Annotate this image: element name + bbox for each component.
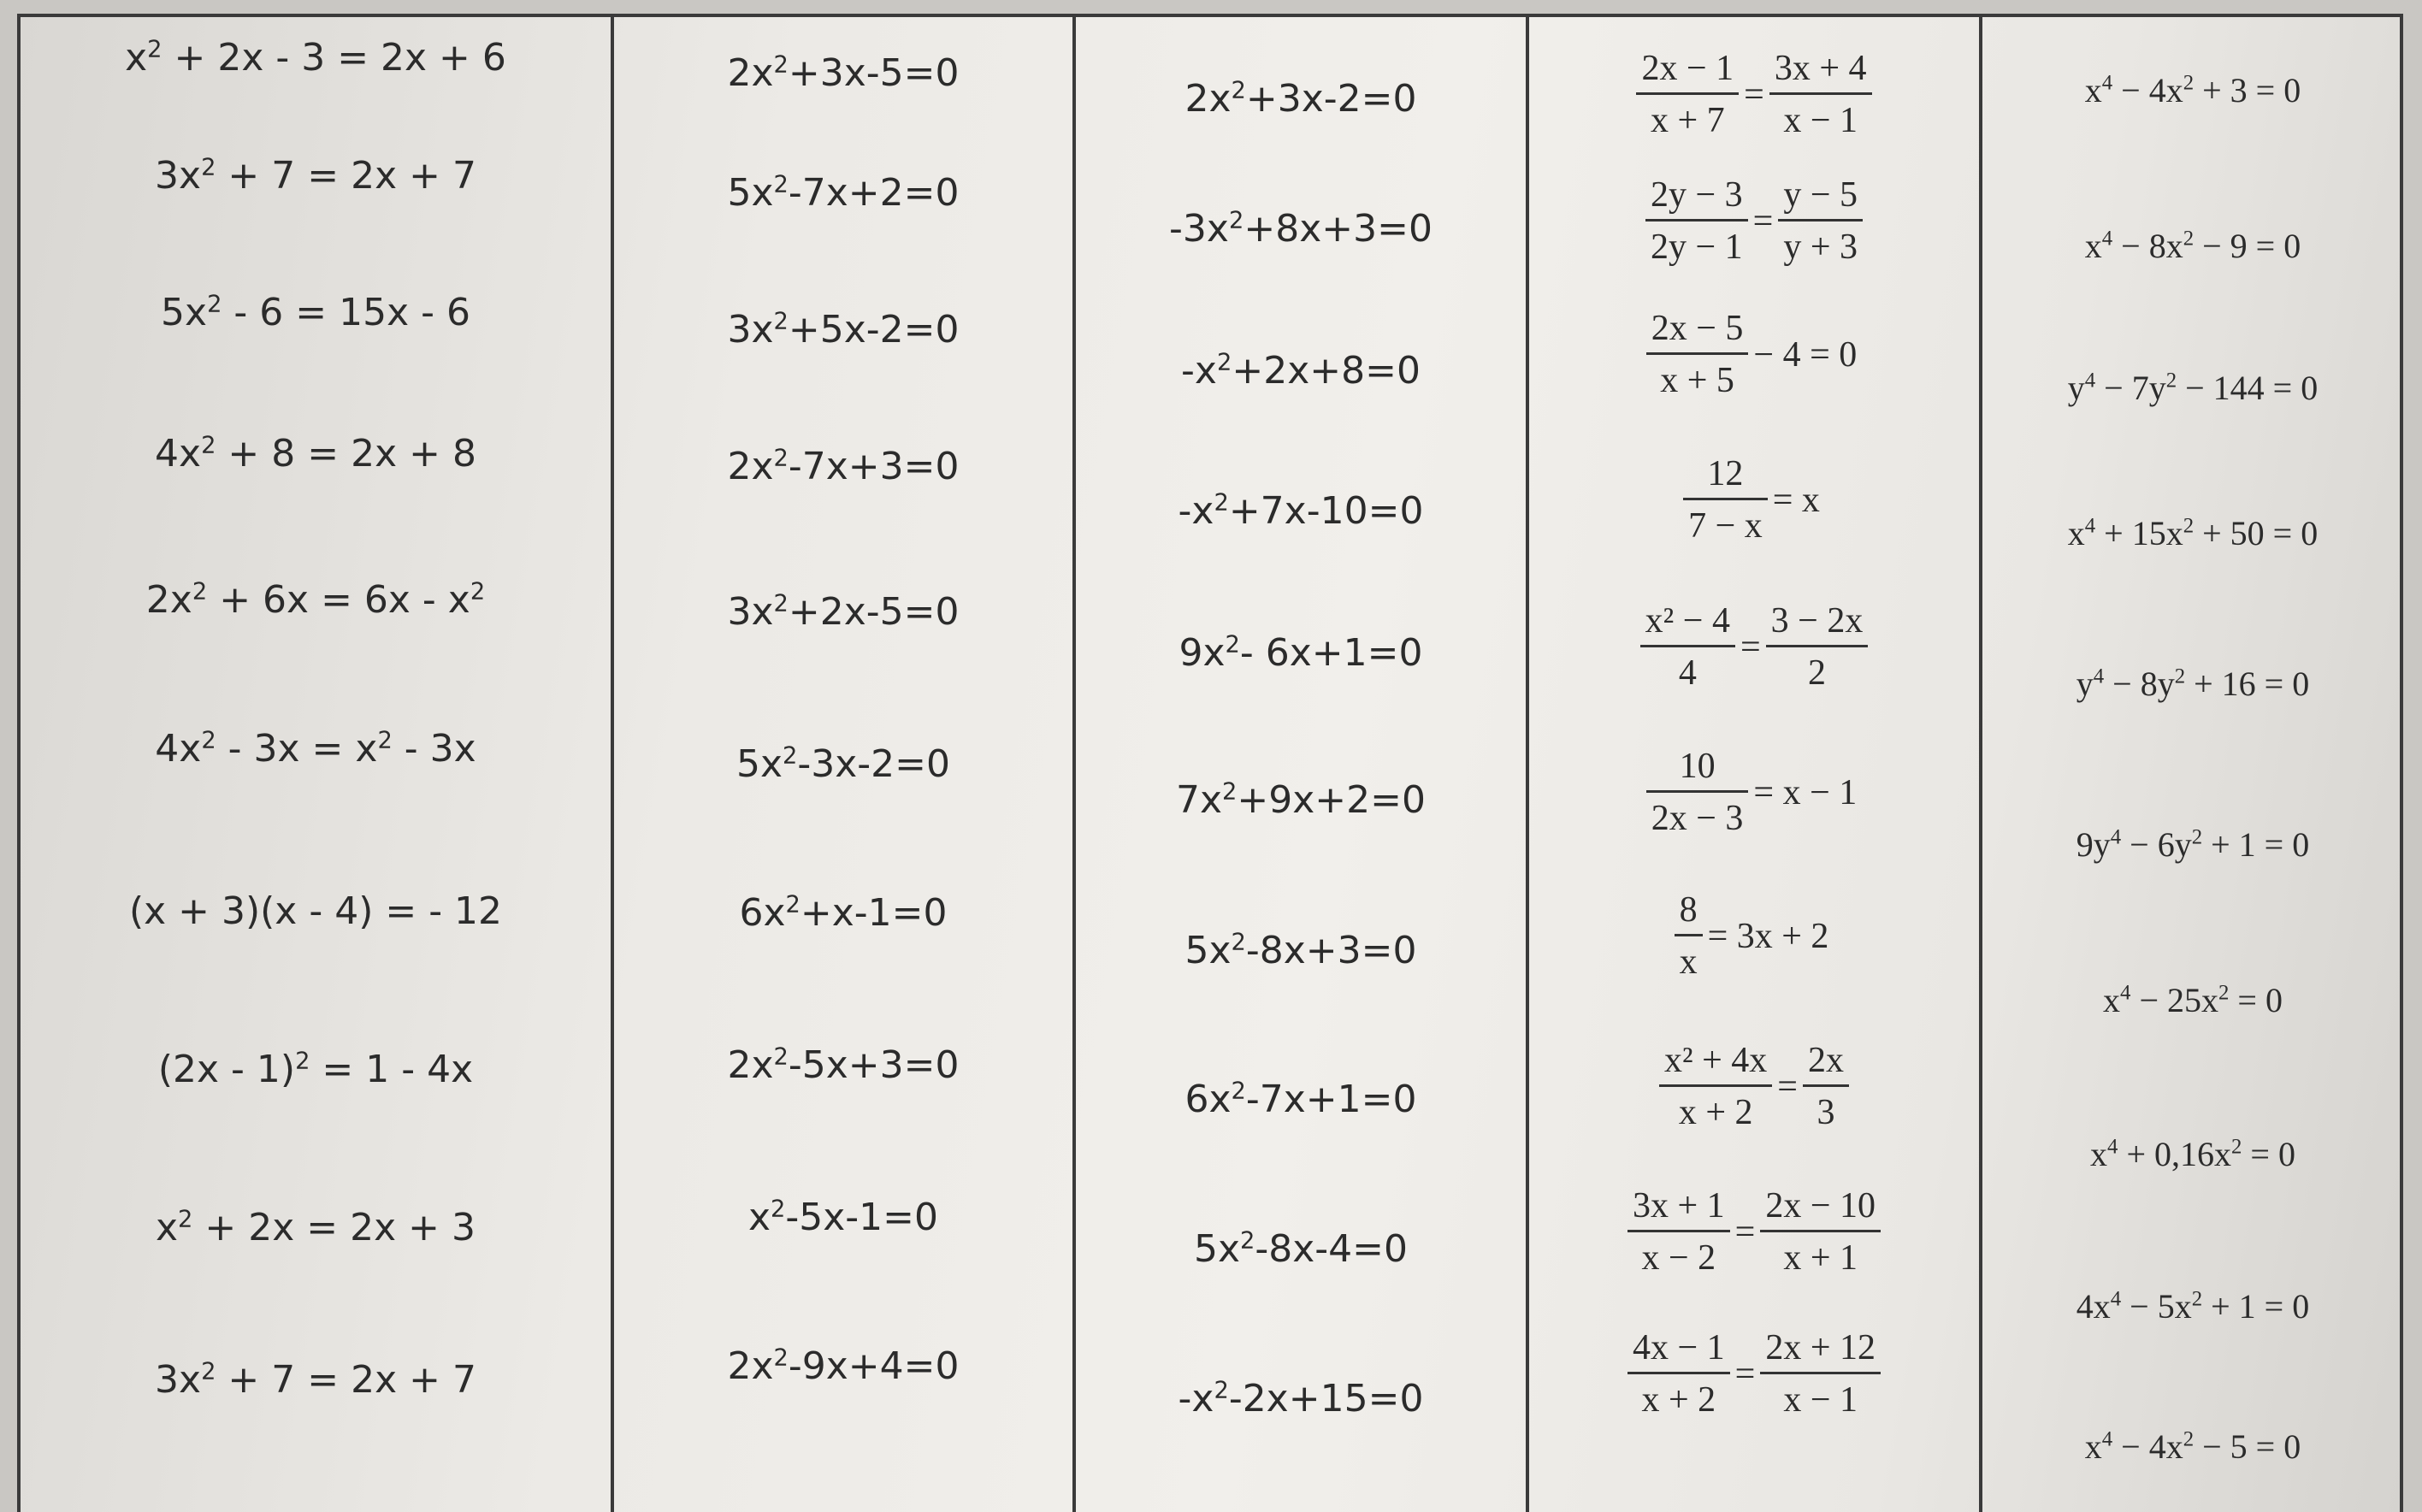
fraction-right: $\frac{3 - 2x}{2}$ <box>1766 600 1869 694</box>
column-3 <box>1072 17 1526 1512</box>
fraction-left: $\frac{2x - 1}{x + 7}$ <box>1636 48 1739 141</box>
equation-4-1: $\frac{2x - 1}{x + 7}$ = $\frac{3x + 4}{x - 1}$ <box>1529 48 1979 141</box>
equation-5-1: $x^4 - 4x^2 + 3 = 0$ <box>2084 71 2301 109</box>
fraction-left: $\frac{12}{7 - x}$ <box>1683 453 1768 546</box>
equation-2-6: $5x^2-3x-2=0$ <box>735 742 951 786</box>
equation-2-4: $2x^2-7x+3=0$ <box>727 445 960 488</box>
equation-4-7: $\frac{8}{x}$ = 3x + 2 <box>1529 889 1979 983</box>
equation-2-5: $3x^2+2x-5=0$ <box>727 590 960 634</box>
fraction-right: $\frac{2x - 10}{x + 1}$ <box>1760 1185 1881 1279</box>
equation-3-4: $-x^2+7x-10=0$ <box>1178 489 1424 533</box>
equation-4-4: $\frac{12}{7 - x}$ = x <box>1529 453 1979 546</box>
equation-3-10: $-x^2-2x+15=0$ <box>1178 1377 1424 1420</box>
equation-1-7: (x + 3)(x - 4) = - 12 <box>128 889 503 933</box>
fraction-right: $\frac{2x + 12}{x - 1}$ <box>1760 1327 1881 1420</box>
equation-4-8: $\frac{\text{x² + 4x}}{x + 2}$ = $\frac{2x}{3}$ <box>1529 1040 1979 1133</box>
equation-5-7: $x^4 - 25x^2 = 0$ <box>2103 981 2283 1019</box>
equation-1-1: $x^2 + 2x - 3 = 2x + 6$ <box>125 36 506 80</box>
fraction-left: $\frac{4x - 1}{x + 2}$ <box>1627 1327 1730 1420</box>
equation-1-9: $x^2 + 2x = 2x + 3$ <box>156 1206 476 1249</box>
column-2 <box>611 17 1072 1512</box>
equation-3-8: $6x^2-7x+1=0$ <box>1184 1078 1417 1121</box>
equation-4-2: $\frac{2y - 3}{2y - 1}$ = $\frac{y - 5}{y + 3}$ <box>1529 174 1979 268</box>
column-5 <box>1979 17 2403 1512</box>
equation-1-2: $3x^2 + 7 = 2x + 7$ <box>155 154 476 198</box>
fraction-right: $\frac{3x + 4}{x - 1}$ <box>1769 48 1872 141</box>
fraction-right: $\frac{2x}{3}$ <box>1803 1040 1849 1133</box>
fraction-left: $\frac{8}{x}$ <box>1675 889 1703 983</box>
equation-2-10: $2x^2-9x+4=0$ <box>727 1344 960 1388</box>
equation-2-2: $5x^2-7x+2=0$ <box>727 171 960 215</box>
equation-1-6: $4x^2 - 3x = x^2 - 3x$ <box>155 727 476 771</box>
fraction-left: $\frac{2x - 5}{x + 5}$ <box>1646 308 1749 401</box>
fraction-right: $\frac{y - 5}{y + 3}$ <box>1778 174 1863 268</box>
equation-4-9: $\frac{3x + 1}{x - 2}$ = $\frac{2x - 10}{x + 1}$ <box>1529 1185 1979 1279</box>
equation-2-3: $3x^2+5x-2=0$ <box>727 308 960 351</box>
equation-1-10: $3x^2 + 7 = 2x + 7$ <box>155 1358 476 1402</box>
equation-5-9: $4x^4 - 5x^2 + 1 = 0$ <box>2076 1287 2310 1326</box>
equation-3-2: $-3x^2+8x+3=0$ <box>1169 207 1433 251</box>
fraction-left: $\frac{\text{x² + 4x}}{x + 2}$ <box>1659 1040 1772 1133</box>
equation-5-10: $x^4 - 4x^2 - 5 = 0$ <box>2084 1427 2301 1466</box>
equation-4-5: $\frac{\text{x² − 4}}{4}$ = $\frac{3 - 2x}{2}$ <box>1529 600 1979 694</box>
equation-2-9: $x^2-5x-1=0$ <box>747 1196 939 1239</box>
fraction-left: $\frac{2y - 3}{2y - 1}$ <box>1645 174 1748 268</box>
equation-5-5: $y^4 - 8y^2 + 16 = 0$ <box>2076 664 2310 703</box>
fraction-left: $\frac{\text{x² − 4}}{4}$ <box>1640 600 1735 694</box>
equation-5-4: $x^4 + 15x^2 + 50 = 0$ <box>2067 514 2319 552</box>
equation-2-7: $6x^2+x-1=0$ <box>739 891 948 935</box>
fraction-left: $\frac{3x + 1}{x - 2}$ <box>1627 1185 1730 1279</box>
column-1 <box>21 17 611 1512</box>
equation-3-1: $2x^2+3x-2=0$ <box>1184 77 1417 121</box>
equation-3-6: $7x^2+9x+2=0$ <box>1175 778 1427 822</box>
equation-3-3: $-x^2+2x+8=0$ <box>1181 349 1421 393</box>
equation-2-1: $2x^2+3x-5=0$ <box>727 51 960 95</box>
equation-4-6: $\frac{10}{2x - 3}$ = x − 1 <box>1529 746 1979 839</box>
equation-5-8: $x^4 + 0,16x^2 = 0$ <box>2090 1135 2295 1173</box>
equation-4-3: $\frac{2x - 5}{x + 5}$ − 4 = 0 <box>1529 308 1979 401</box>
equation-1-8: (2x - 1)$^2$ = 1 - 4x <box>157 1048 474 1091</box>
equation-5-3: $y^4 - 7y^2 - 144 = 0$ <box>2067 369 2319 407</box>
equation-1-3: $5x^2 - 6 = 15x - 6$ <box>161 291 470 334</box>
equation-5-6: $9y^4 - 6y^2 + 1 = 0$ <box>2076 825 2310 864</box>
fraction-left: $\frac{10}{2x - 3}$ <box>1646 746 1749 839</box>
equation-3-9: $5x^2-8x-4=0$ <box>1193 1227 1409 1271</box>
equations-sheet <box>17 14 2403 1512</box>
equation-1-4: $4x^2 + 8 = 2x + 8$ <box>155 432 476 475</box>
equation-3-7: $5x^2-8x+3=0$ <box>1184 929 1417 972</box>
equation-5-2: $x^4 - 8x^2 - 9 = 0$ <box>2084 227 2301 265</box>
equation-1-5: $2x^2 + 6x = 6x - x^2$ <box>145 578 486 622</box>
equation-2-8: $2x^2-5x+3=0$ <box>727 1043 960 1087</box>
equation-4-10: $\frac{4x - 1}{x + 2}$ = $\frac{2x + 12}{x - 1}$ <box>1529 1327 1979 1420</box>
equation-3-5: $9x^2-$ 6x+1=0 <box>1179 631 1423 675</box>
column-4 <box>1526 17 1979 1512</box>
